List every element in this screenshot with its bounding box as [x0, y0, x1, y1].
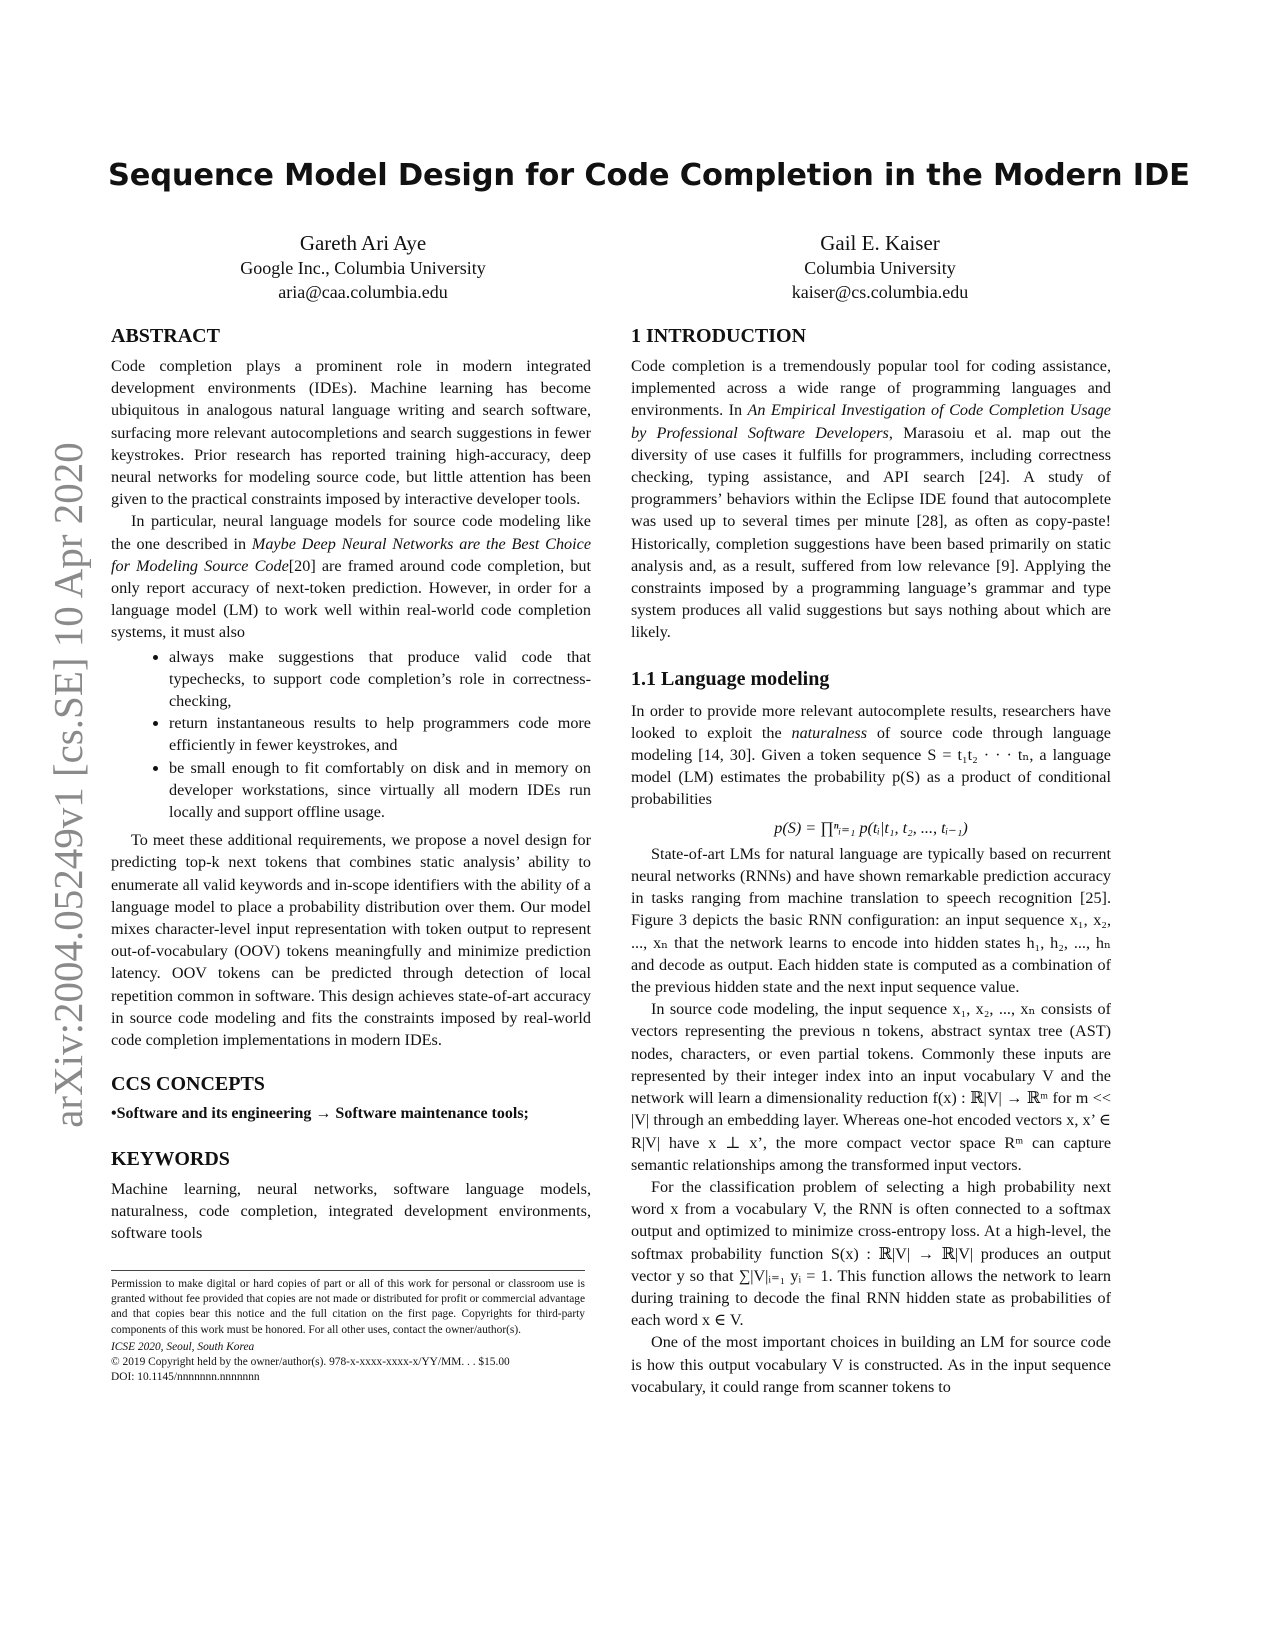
abstract-heading: ABSTRACT	[111, 325, 220, 347]
lm-paragraph: State-of-art LMs for natural language are typically based on recurrent neural networks (RNNs) and have shown remarkable prediction accuracy in tasks ranging from machine translation to speech recognition [25]. Figure 3 depicts the basic RNN configuration: an input sequence x₁, x₂, ..., xₙ that the network learns to encode into hidden states h₁, h₂, ..., hₙ and decode as output. Each hidden state is computed as a combination of the previous hidden state and the next input sequence value.	[631, 844, 1111, 997]
keywords-heading: KEYWORDS	[111, 1147, 230, 1170]
abstract-paragraph: Code completion plays a prominent role in modern integrated development environments (IDEs). Machine learning has become ubiquitous in analogous natural language writing and search software, surfacing more relevant autocompletions and search suggestions in fewer keystrokes. Prior research has reported training high-accuracy, deep neural networks for modeling source code, but little attention has been given to the practical constraints imposed by interactive developer tools.	[111, 357, 591, 509]
left-column	[111, 323, 591, 1244]
author-email: kaiser@cs.columbia.edu	[791, 282, 969, 302]
copyright-line: © 2019 Copyright held by the owner/author(s). 978-x-xxxx-xxxx-x/YY/MM. . . $15.00	[111, 1356, 510, 1369]
cited-title: Maybe Deep Neural Networks are the Best Choice for Modeling Source Code	[111, 534, 592, 575]
emphasis: naturalness	[791, 723, 868, 742]
lm-paragraph: In source code modeling, the input sequence x₁, x₂, ..., xₙ consists of vectors representing the previous n tokens, abstract syntax tree (AST) nodes, characters, or even partial tokens. Commonly these inputs are represented by their integer index into an input vocabulary V and the network will learn a dimensionality reduction f(x) : ℝ|V| → ℝᵐ for m << |V| through an embedding layer. Whereas one-hot encoded vectors x, x’ ∈ R|V| have x ⊥ x’, the more compact vector space Rᵐ can capture semantic relationships among the transformed input vectors.	[631, 1000, 1111, 1174]
subsection-heading: 1.1 Language modeling	[631, 667, 830, 690]
doi: DOI: 10.1145/nnnnnnn.nnnnnnn	[111, 1371, 260, 1384]
abstract-paragraph: To meet these additional requirements, we propose a novel design for predicting top-k next tokens that combines static analysis’ ability to enumerate all valid keywords and in-scope identifiers with the ability of a language model to place a probability distribution over them. Our model mixes character-level input representation with token output to represent out-of-vocabulary (OOV) tokens meaningfully and minimize prediction latency. OOV tokens can be predicted through detection of local repetition common in software. This design achieves state-of-art accuracy in source code modeling and fits the constraints imposed by real-world code completion implementations in modern IDEs.	[111, 831, 591, 1050]
paper-title: Sequence Model Design for Code Completion in the Modern IDE	[108, 158, 1190, 193]
equation: p(S) = ∏ⁿᵢ₌₁ p(tᵢ|t₁, t₂, ..., tᵢ₋₁)	[774, 818, 968, 837]
author-affiliation: Columbia University	[804, 258, 956, 278]
author-affiliation: Google Inc., Columbia University	[240, 258, 486, 278]
ccs-concept: •Software and its engineering → Software maintenance tools;	[111, 1105, 529, 1123]
lm-paragraph: In order to provide more relevant autocomplete results, researchers have looked to exploit the naturalness of source code through language modeling [14, 30]. Given a token sequence S = t₁t₂ · · · tₙ, a language model (LM) estimates the probability p(S) as a product of conditional probabilities	[631, 701, 1111, 809]
author-name: Gareth Ari Aye	[299, 231, 427, 255]
right-column	[631, 323, 1111, 1398]
keywords-text: Machine learning, neural networks, software language models, naturalness, code completion, integrated development environments, software tools	[111, 1179, 591, 1242]
ccs-section	[111, 1071, 591, 1125]
list-item: • always make suggestions that produce valid code that typechecks, to support code completion’s role in correctness-checking,	[169, 646, 591, 713]
arxiv-stamp	[38, 425, 98, 1145]
arxiv-stamp-text: arXiv:2004.05249v1 [cs.SE] 10 Apr 2020	[45, 442, 91, 1128]
author-block-1	[133, 230, 593, 304]
author-name: Gail E. Kaiser	[820, 231, 940, 255]
venue: ICSE 2020, Seoul, South Korea	[111, 1340, 255, 1353]
list-item: • be small enough to fit comfortably on disk and in memory on developer workstations, since virtually all modern IDEs run locally and support offline usage.	[169, 757, 591, 824]
intro-paragraph: Code completion is a tremendously popular tool for coding assistance, implemented across a wide range of programming languages and environments. In An Empirical Investigation of Code Completion Usage by Professional Software Developers, Marasoiu et al. map out the diversity of use cases it fulfills for programmers, including correctness checking, typing assistance, and API search [24]. A study of programmers’ behaviors within the Eclipse IDE found that autocomplete was used up to several times per minute [28], as often as copy-paste! Historically, completion suggestions have been based primarily on static analysis and, as a result, suffered from low relevance [9]. Applying the constraints imposed by a programming language’s grammar and type system produces all valid suggestions but says nothing about which are likely.	[631, 357, 1111, 642]
list-item: • return instantaneous results to help programmers code more efficiently in fewer keystrokes, and	[169, 712, 591, 756]
author-email: aria@caa.columbia.edu	[278, 282, 448, 302]
intro-heading: 1 INTRODUCTION	[631, 325, 807, 347]
abstract-paragraph: In particular, neural language models for source code modeling like the one described in Maybe Deep Neural Networks are the Best Choice for Modeling Source Code[20] are framed around code completion, but only report accuracy of next-token prediction. However, in order for a language model (LM) to work well within real-world code completion systems, it must also	[111, 512, 592, 642]
ccs-heading: CCS CONCEPTS	[111, 1073, 265, 1096]
permission-notice: Permission to make digital or hard copies of part or all of this work for personal or classroom use is granted without fee provided that copies are not made or distributed for profit or commercial advantage and that copies bear this notice and the full citation on the first page. Copyrights for third-party components of this work must be honored. For all other uses, contact the owner/author(s).	[111, 1278, 585, 1336]
keywords-section	[111, 1146, 591, 1245]
cited-title: An Empirical Investigation of Code Completion Usage by Professional Software Developers	[631, 401, 1111, 442]
requirements-list	[111, 646, 591, 824]
author-block-2	[650, 230, 1110, 304]
copyright-footnote	[111, 1270, 585, 1385]
lm-paragraph: For the classification problem of selecting a high probability next word x from a vocabulary V, the RNN is often connected to a softmax output and optimized to minimize cross-entropy loss. At a high-level, the softmax probability function S(x) : ℝ|V| → ℝ|V| produces an output vector y so that ∑|V|ᵢ₌₁ yᵢ = 1. This function allows the network to learn during training to decode the final RNN hidden state as probabilities of each word x ∈ V.	[631, 1177, 1111, 1330]
lm-paragraph: One of the most important choices in building an LM for source code is how this output vocabulary V is constructed. As in the input sequence vocabulary, it could range from scanner tokens to	[631, 1333, 1111, 1396]
